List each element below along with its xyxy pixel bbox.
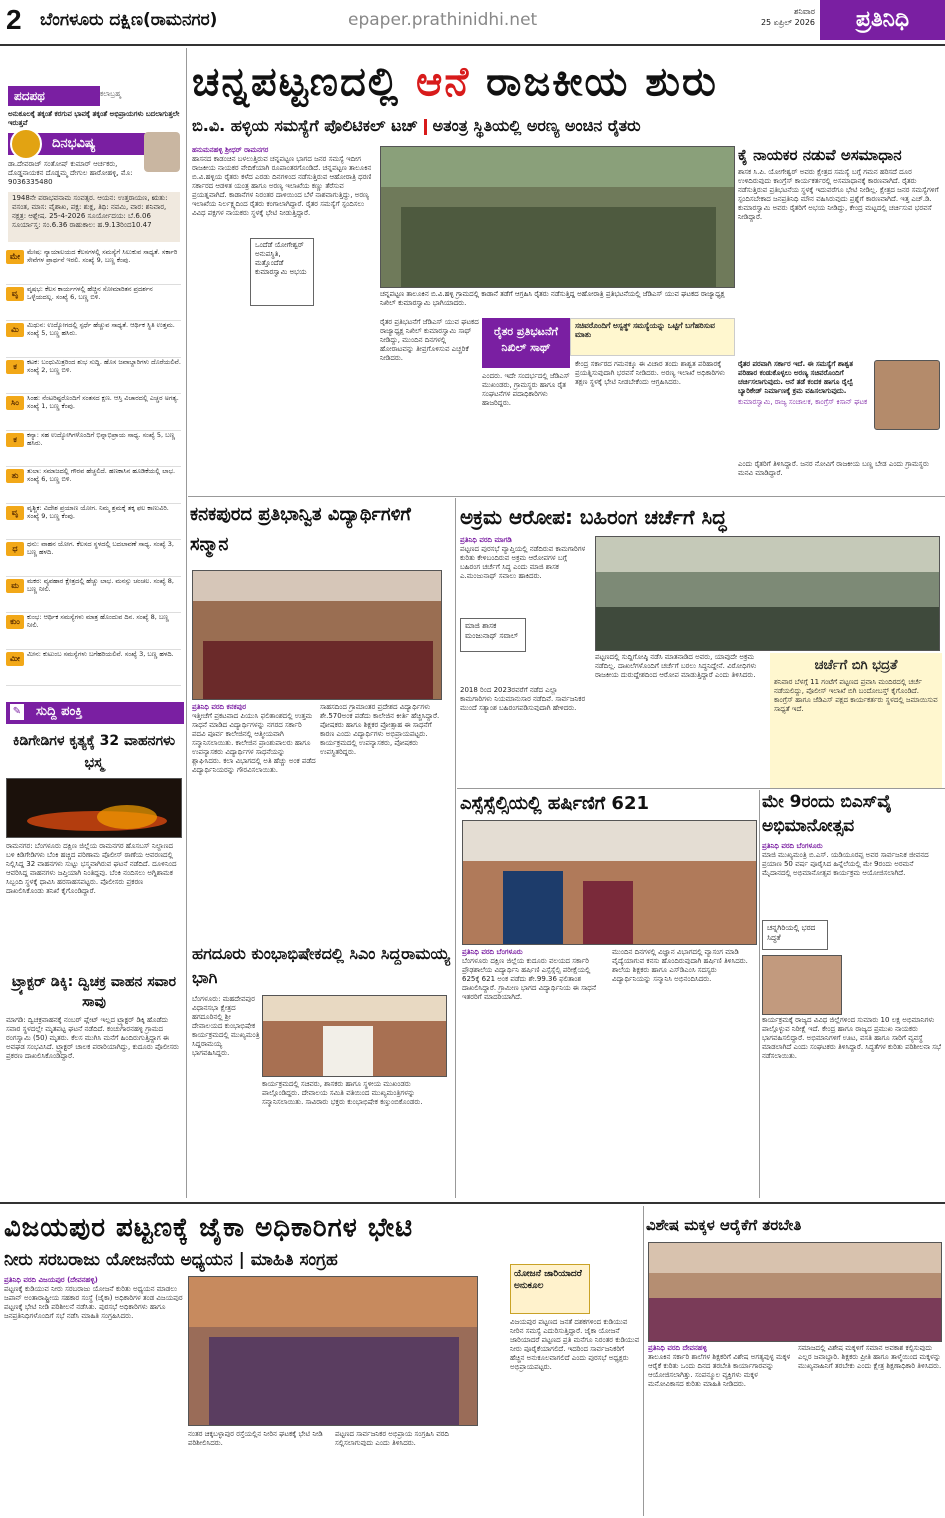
padapatha-author: ಕಲಾಬ್ರಹ್ಮ bbox=[100, 90, 122, 98]
vishesha-photo bbox=[648, 1242, 942, 1342]
raitara-box: ರೈತರ ಪ್ರತಿಭಟನೆಗೆ ನಿಖಿಲ್ ಸಾಥ್ bbox=[482, 318, 570, 368]
page-number: 2 bbox=[6, 4, 22, 35]
rashi-text: ಸಿಂಹ: ನೆಂಟರಿಷ್ಟರೊಂದಿಗೆ ಸಂತಸದ ಕ್ಷಣ. ಆಸ್ತಿ ವಿಚಾರದಲ್ಲಿ ಎಚ್ಚರ ಅಗತ್ಯ. ಸಂಖ್ಯೆ 1, ಬಣ್ಣ ಕೆಂಪು. bbox=[27, 394, 179, 410]
rashi-symbol-icon: ವೃ bbox=[6, 287, 24, 301]
kanakapura-title[interactable]: ಕನಕಪುರದ ಪ್ರತಿಭಾನ್ವಿತ ವಿದ್ಯಾರ್ಥಿಗಳಿಗೆ ಸನ್ಮಾನ bbox=[190, 504, 411, 555]
lead-photo-art bbox=[381, 147, 735, 288]
vijayapura-body-a-text: ಪಟ್ಟಣಕ್ಕೆ ಕುಡಿಯುವ ನೀರು ಸರಬರಾಜು ಯೋಜನೆ ಕುರಿತು ಅಧ್ಯಯನ ಮಾಡಲು ಜಪಾನ್ ಅಂತಾರಾಷ್ಟ್ರೀಯ ಸಹಕಾರ ಸಂಸ್ಥೆ (ಜೈಕಾ) ಅಧಿಕಾರಿಗಳ ತಂಡ ವಿಜಯಪುರ ಪಟ್ಟಣಕ್ಕೆ ಭೇಟಿ ನೀಡಿ ಪರಿಶೀಲನೆ ನಡೆಸಿತು. ಪುರಸಭೆ ಅಧಿಕಾರಿಗಳು ಹಾಗೂ ಜನಪ್ರತಿನಿಧಿಗಳೊಂದಿಗೆ ಸಭೆ ನಡೆಸಿ ಮಾಹಿತಿ ಸಂಗ್ರಹಿಸಿದರು. bbox=[4, 1285, 183, 1320]
vijayapura-body-b: ನಂತರ ಚಿಕ್ಕಬಳ್ಳಾಪುರ ರಸ್ತೆಯಲ್ಲಿನ ನೀರಿನ ಘಟಕಕ್ಕೆ ಭೇಟಿ ನೀಡಿ ಪರಿಶೀಲಿಸಿದರು. bbox=[188, 1430, 323, 1447]
akrama-byline: ಪ್ರತಿನಿಧಿ ವರದಿ ಮಾಗಡಿ bbox=[460, 536, 512, 544]
rashi-text: ಮಿಥುನ: ಉದ್ಯೋಗದಲ್ಲಿ ಸ್ಪರ್ಧೆ ಹೆಚ್ಚುವ ಸಾಧ್ಯತೆ. ಆರ್ಥಿಕ ಸ್ಥಿತಿ ಉತ್ತಮ. ಸಂಖ್ಯೆ 5, ಬಣ್ಣ ಹಸಿರು. bbox=[27, 321, 175, 337]
lead-sub-a: ಬಿ.ವಿ. ಹಳ್ಳಿಯ ಸಮಸ್ಯೆಗೆ ಪೊಲಿಟಿಕಲ್ ಟಚ್ bbox=[192, 116, 418, 135]
rashi-symbol-icon: ತು bbox=[6, 469, 24, 483]
site-url[interactable]: epaper.prathinidhi.net bbox=[348, 10, 538, 30]
section-rule bbox=[457, 788, 945, 789]
column-rule bbox=[759, 790, 760, 1198]
date-box bbox=[700, 6, 815, 28]
rashi-item bbox=[6, 540, 181, 577]
fire-photo bbox=[6, 778, 182, 838]
column-rule bbox=[643, 1206, 644, 1516]
rashi-text: ಮೀನ: ಕುಟುಂಬ ಸಮಸ್ಯೆಗಳು ಬಗೆಹರಿಯಲಿವೆ. ಸಂಖ್ಯೆ 3, ಬಣ್ಣ ಹಳದಿ. bbox=[27, 649, 174, 658]
rashi-item bbox=[6, 613, 181, 650]
fire-photo-art bbox=[7, 779, 182, 838]
rashi-symbol-icon: ಮೀ bbox=[6, 652, 24, 666]
fire-story-body: ರಾಮನಗರ: ಬೆಂಗಳೂರು ದಕ್ಷಿಣ ಜಿಲ್ಲೆಯ ರಾಮನಗರ ಹೊಸಬಸ್ ನಿಲ್ದಾಣದ ಬಳಿ ಕಿಡಿಗೇಡಿಗಳು ಬೆಂಕಿ ಹಚ್ಚಿದ ಪರಿಣಾಮ ಪೊಲೀಸ್ ಠಾಣೆಯ ಆವರಣದಲ್ಲಿ ನಿಲ್ಲಿಸಿದ್ದ 32 ವಾಹನಗಳು ಸುಟ್ಟು ಭಸ್ಮವಾಗಿರುವ ಘಟನೆ ನಡೆದಿದೆ. ದೂಳಿನಿಂದ ಆವರಿಸಿದ್ದ ವಾಹನಗಳು ಜಪ್ತಿಯಾಗಿ ನಿಂತಿದ್ದವು. ಬೆಂಕಿ ನಂದಿಸಲು ಅಗ್ನಿಶಾಮಕ ಸಿಬ್ಬಂದಿ ಸ್ಥಳಕ್ಕೆ ಧಾವಿಸಿ ಹರಸಾಹಸಪಟ್ಟರು. ಪೊಲೀಸರು ಪ್ರಕರಣ ದಾಖಲಿಸಿಕೊಂಡು ತನಿಖೆ ಕೈಗೊಂಡಿದ್ದಾರೆ. bbox=[6, 842, 177, 895]
bsy-body-a-text: ಮಾಜಿ ಮುಖ್ಯಮಂತ್ರಿ ಬಿ.ಎಸ್. ಯಡಿಯೂರಪ್ಪ ಅವರ ಸಾರ್ವಜನಿಕ ಜೀವನದ ಪ್ರಯಾಣ 50 ವರ್ಷ ಪೂರೈಸಿದ ಹಿನ್ನೆಲೆಯಲ್ಲಿ ಮೇ 9ರಂದು ಅರಮನೆ ಮೈದಾನದಲ್ಲಿ ಅಭಿಮಾನೋತ್ಸವ ಕಾರ್ಯಕ್ರಮ ಆಯೋಜಿಸಲಾಗಿದೆ. bbox=[762, 851, 929, 877]
rashi-item bbox=[6, 358, 181, 395]
congress-discontent-body-2: ಎಂದು ರೈತರಿಗೆ ತಿಳಿಸಿದ್ದಾರೆ. ಜನರ ನೋವಿಗೆ ರಾಜಕೀಯ ಬಣ್ಣ ಬೇಡ ಎಂದು ಗ್ರಾಮಸ್ಥರು ಮನವಿ ಮಾಡಿದ್ದಾರೆ. bbox=[738, 460, 929, 477]
masthead-logo: ಪ್ರತಿನಿಧಿ bbox=[820, 0, 945, 40]
rashi-item bbox=[6, 285, 181, 322]
rashi-text: ವೃಶ್ಚಿಕ: ವಿದೇಶ ಪ್ರಯಾಣ ಯೋಗ. ನಿಮ್ಮ ಶ್ರಮಕ್ಕೆ ತಕ್ಕ ಫಲ ಕಾಣುವಿರಿ. ಸಂಖ್ಯೆ 9, ಬಣ್ಣ ಕೆಂಪು. bbox=[27, 503, 169, 520]
dinabhavishya-label: ದಿನಭವಿಷ್ಯ bbox=[8, 133, 178, 155]
lead-headline[interactable] bbox=[192, 52, 942, 112]
column-rule bbox=[455, 498, 456, 1198]
kanakapura-body-b: ಸಾಹಸದಿಂದ ಗ್ರಾಮಾಂತರ ಪ್ರದೇಶದ ವಿದ್ಯಾರ್ಥಿಗಳು ಶೇ.570ಅಂಕ ಪಡೆದು ಕಾಲೇಜಿನ ಕೀರ್ತಿ ಹೆಚ್ಚಿಸಿದ್ದಾರೆ. ಪೋಷಕರು ಹಾಗೂ ಶಿಕ್ಷಕರ ಪ್ರೋತ್ಸಾಹ ಈ ಸಾಧನೆಗೆ ಕಾರಣ ಎಂದು ವಿದ್ಯಾರ್ಥಿಗಳು ಅಭಿಪ್ರಾಯಪಟ್ಟರು. ಕಾರ್ಯಕ್ರಮದಲ್ಲಿ ಉಪನ್ಯಾಸಕರು, ಪೋಷಕರು ಉಪಸ್ಥಿತರಿದ್ದರು. bbox=[320, 703, 440, 756]
sub-divider bbox=[424, 119, 427, 135]
band-divider bbox=[0, 1202, 945, 1204]
kumaraswamy-portrait bbox=[874, 360, 940, 430]
padapatha-label: ಪದಪಥ bbox=[8, 86, 100, 106]
vijayapura-title[interactable]: ವಿಜಯಪುರ ಪಟ್ಟಣಕ್ಕೆ ಜೈಕಾ ಅಧಿಕಾರಿಗಳ ಭೇಟಿ bbox=[4, 1213, 414, 1243]
rashi-symbol-icon: ಕುಂ bbox=[6, 615, 24, 629]
panchanga-info: 1948ನೇ ಪರಾಭವನಾಮ ಸಂವತ್ಸರ. ಆಯನ: ಉತ್ತರಾಯಣ, ಋತು: ವಸಂತ, ಮಾಸ: ವೈಶಾಖ, ಪಕ್ಷ: ಶುಕ್ಲ, ತಿಥಿ: ನವಮಿ, ವಾರ: ಶನಿವಾರ, ನಕ್ಷತ್ರ: ಆಶ್ಲೇಷ. 25-4-2026 ಸೂರ್ಯೋದಯ: ಬೆ.6.06 ಸೂರ್ಯಾಸ್ತ: ಸಂ.6.36 ರಾಹುಕಾಲ: ಹ.9.13ರಿಂದ10.47 bbox=[8, 192, 180, 242]
congress-discontent-body: ಶಾಸಕ ಸಿ.ಪಿ. ಯೋಗೇಶ್ವರ್ ಅವರು ಕ್ಷೇತ್ರದ ಸಮಸ್ಯೆ ಬಗ್ಗೆ ಗಮನ ಹರಿಸದೆ ದೂರ ಉಳಿದಿರುವುದು ಕಾಂಗ್ರೆಸ್ ಕಾರ್ಯಕರ್ತರಲ್ಲಿ ಅಸಮಾಧಾನಕ್ಕೆ ಕಾರಣವಾಗಿದೆ. ರೈತರು ನಡೆಸುತ್ತಿರುವ ಪ್ರತಿಭಟನೆಯ ಸ್ಥಳಕ್ಕೆ ಇದುವರೆಗೂ ಭೇಟಿ ನೀಡಿಲ್ಲ. ಕ್ಷೇತ್ರದ ಜನರ ಸಮಸ್ಯೆಗಳಿಗೆ ಸ್ಪಂದಿಸಬೇಕಾದ ಜನಪ್ರತಿನಿಧಿ ಮೌನ ವಹಿಸಿರುವುದು ಪ್ರಶ್ನೆಗೆ ಕಾರಣವಾಗಿದೆ. ಇತ್ತ ಎಚ್.ಡಿ. ಕುಮಾರಸ್ವಾಮಿ ಅವರು ರೈತರಿಗೆ ಅಭಯ ನೀಡಿದ್ದು, ಕೇಂದ್ರ ಮಟ್ಟದಲ್ಲಿ ಚರ್ಚಿಸುವ ಭರವಸೆ ನೀಡಿದ್ದಾರೆ. bbox=[738, 168, 939, 221]
lead-body-a bbox=[192, 146, 374, 491]
dinabhavishya-author: ಡಾ.ದೇವರಾಜ್ ಸಂತೋಷ್ ಕುಮಾರ್ ಆರ್ಚಕರು, ದೊಡ್ಡನಾಯಕನ ದೊಡ್ಡಮ್ಮ ದೇಗುಲ ಹಾರೋಹಳ್ಳಿ, ಮೊ: 9036335480 bbox=[8, 160, 133, 186]
lead-sub-b: ಅತಂತ್ರ ಸ್ಥಿತಿಯಲ್ಲಿ ಅರಣ್ಯ ಅಂಚಿನ ರೈತರು bbox=[432, 116, 641, 135]
bsy-body-b: ಕಾರ್ಯಕ್ರಮಕ್ಕೆ ರಾಜ್ಯದ ವಿವಿಧ ಜಿಲ್ಲೆಗಳಿಂದ ಸುಮಾರು 10 ಲಕ್ಷ ಅಭಿಮಾನಿಗಳು ಪಾಲ್ಗೊಳ್ಳುವ ನಿರೀಕ್ಷೆ ಇದೆ. ಕೇಂದ್ರ ಹಾಗೂ ರಾಜ್ಯದ ಪ್ರಮುಖ ನಾಯಕರು ಭಾಗವಹಿಸಲಿದ್ದಾರೆ. ಅಭಿಮಾನಿಗಳಿಗೆ ಊಟ, ವಸತಿ ಹಾಗೂ ಸಾರಿಗೆ ವ್ಯವಸ್ಥೆ ಮಾಡಲಾಗಿದೆ ಎಂದು ಸಂಘಟಕರು ತಿಳಿಸಿದ್ದಾರೆ. ಸಿದ್ಧತೆಗಳ ಕುರಿತು ಪರಿಶೀಲನಾ ಸಭೆ ನಡೆಸಲಾಯಿತು. bbox=[762, 1016, 942, 1060]
kanakapura-body-a bbox=[192, 703, 316, 935]
akrama-title[interactable]: ಅಕ್ರಮ ಆರೋಪ: ಬಹಿರಂಗ ಚರ್ಚೆಗೆ ಸಿದ್ಧ bbox=[460, 505, 727, 529]
hagaduru-body-b: ಕಾರ್ಯಕ್ರಮದಲ್ಲಿ ಸಚಿವರು, ಶಾಸಕರು ಹಾಗೂ ಸ್ಥಳೀಯ ಮುಖಂಡರು ಪಾಲ್ಗೊಂಡಿದ್ದರು. ದೇವಾಲಯ ಸಮಿತಿ ವತಿಯಿಂದ ಮುಖ್ಯಮಂತ್ರಿಗಳನ್ನು ಸನ್ಮಾನಿಸಲಾಯಿತು. ಸಾವಿರಾರು ಭಕ್ತರು ಕುಂಭಾಭಿಷೇಕ ಕಣ್ತುಂಬಿಕೊಂಡರು. bbox=[262, 1080, 423, 1106]
sslc-photo-art bbox=[463, 821, 757, 945]
bsy-title[interactable]: ಮೇ 9ರಂದು ಬಿಎಸ್‌ವೈ ಅಭಿಮಾನೋತ್ಸವ bbox=[762, 792, 892, 836]
akrama-body-a-text: ಪಟ್ಟಣದ ಪುರಸಭೆ ವ್ಯಾಪ್ತಿಯಲ್ಲಿ ನಡೆದಿರುವ ಕಾಮಗಾರಿಗಳ ಕುರಿತು ಕೇಳಿಬಂದಿರುವ ಅಕ್ರಮ ಆರೋಪಗಳ ಬಗ್ಗೆ ಬಹಿರಂಗ ಚರ್ಚೆಗೆ ಸಿದ್ಧ ಎಂದು ಮಾಜಿ ಶಾಸಕ ಎ.ಮಂಜುನಾಥ್ ಸವಾಲು ಹಾಕಿದರು. bbox=[460, 545, 586, 580]
security-box-body: ಶನಿವಾರ ಬೆಳಗ್ಗೆ 11 ಗಂಟೆಗೆ ಪಟ್ಟಣದ ಪ್ರವಾಸಿ ಮಂದಿರದಲ್ಲಿ ಚರ್ಚೆ ನಡೆಯಲಿದ್ದು, ಪೊಲೀಸ್ ಇಲಾಖೆ ಬಿಗಿ ಬಂದೋಬಸ್ತ್ ಕೈಗೊಂಡಿದೆ. ಕಾಂಗ್ರೆಸ್ ಹಾಗೂ ಜೆಡಿಎಸ್ ಪಕ್ಷದ ಕಾರ್ಯಕರ್ತರು ಸ್ಥಳದಲ್ಲಿ ಜಮಾಯಿಸುವ ಸಾಧ್ಯತೆ ಇದೆ. bbox=[774, 678, 938, 713]
rashi-symbol-icon: ಧ bbox=[6, 542, 24, 556]
section-rule bbox=[188, 496, 945, 497]
rashi-item bbox=[6, 577, 181, 614]
rashi-list bbox=[6, 248, 181, 686]
padapatha-quote: ಅನುಕೂಲಕ್ಕೆ ತಕ್ಕಂತೆ ಕರಗುವ ಭಾವಕ್ಕೆ ತಕ್ಕಂತೆ ಅಭಿಪ್ರಾಯಗಳು ಬದಲಾಗುತ್ತಲೇ ಇರುತ್ತವೆ bbox=[8, 110, 180, 127]
edition-name: ಬೆಂಗಳೂರು ದಕ್ಷಿಣ(ರಾಮನಗರ) bbox=[40, 10, 218, 30]
rashi-item bbox=[6, 321, 181, 358]
sun-icon bbox=[10, 128, 42, 160]
suddi-pankti-label: ಸುದ್ದಿ ಪಂಕ್ತಿ bbox=[6, 702, 184, 724]
hagaduru-title[interactable]: ಹಗದೂರು ಕುಂಭಾಭಿಷೇಕದಲ್ಲಿ ಸಿಎಂ ಸಿದ್ದರಾಮಯ್ಯ ಭಾಗಿ bbox=[192, 944, 450, 987]
lead-subheadline bbox=[192, 116, 942, 142]
lead-headline-red: ಆನೆ bbox=[415, 59, 471, 105]
sslc-byline: ಪ್ರತಿನಿಧಿ ವರದಿ ಬೆಂಗಳೂರು bbox=[462, 948, 523, 956]
rashi-symbol-icon: ಸಿಂ bbox=[6, 396, 24, 410]
hagaduru-photo-art bbox=[263, 996, 447, 1077]
akrama-photo-art bbox=[596, 537, 940, 651]
rashi-symbol-icon: ಮ bbox=[6, 579, 24, 593]
rashi-text: ಮೇಷ: ನ್ಯಾಯಾಲಯದ ಕೆಲಸಗಳಲ್ಲಿ ಸಮಸ್ಯೆಗೆ ಸಿಲುಕುವ ಸಾಧ್ಯತೆ. ಸರ್ಕಾರಿ ಸೇವೆಗಳ ಪ್ರಾರ್ಥನೆ ಇರಲಿ. ಸಂಖ್ಯೆ 9, ಬಣ್ಣ ಕೆಂಪು. bbox=[27, 248, 178, 264]
column-rule bbox=[186, 48, 187, 1198]
kanakapura-byline: ಪ್ರತಿನಿಧಿ ವರದಿ ಕನಕಪುರ bbox=[192, 703, 247, 711]
lead-headline-part-b: ರಾಜಕೀಯ ಶುರು bbox=[470, 59, 718, 105]
vijayapura-photo bbox=[188, 1276, 478, 1426]
news-icon: ✎ bbox=[10, 704, 24, 720]
kumaraswamy-quote bbox=[738, 360, 872, 460]
day-label: ಶನಿವಾರ bbox=[793, 7, 815, 16]
rashi-item bbox=[6, 650, 181, 687]
rashi-item bbox=[6, 467, 181, 504]
security-box bbox=[770, 653, 942, 789]
security-box-title: ಚರ್ಚೆಗೆ ಬಿಗಿ ಭದ್ರತೆ bbox=[814, 658, 898, 673]
vijayapura-body-d: ವಿಜಯಪುರ ಪಟ್ಟಣದ ಜನತೆ ದಶಕಗಳಿಂದ ಕುಡಿಯುವ ನೀರಿನ ಸಮಸ್ಯೆ ಎದುರಿಸುತ್ತಿದ್ದಾರೆ. ಜೈಕಾ ಯೋಜನೆ ಜಾರಿಯಾದರೆ ಪಟ್ಟಣದ ಪ್ರತಿ ಮನೆಗೂ ನಿರಂತರ ಕುಡಿಯುವ ನೀರು ಪೂರೈಕೆಯಾಗಲಿದೆ. ಇದರಿಂದ ಸಾರ್ವಜನಿಕರಿಗೆ ಹೆಚ್ಚಿನ ಅನುಕೂಲವಾಗಲಿದೆ ಎಂದು ಪುರಸಭೆ ಅಧ್ಯಕ್ಷರು ಅಭಿಪ್ರಾಯಪಟ್ಟರು. bbox=[510, 1318, 640, 1371]
hagaduru-body-a: ಬೆಂಗಳೂರು: ಮಹದೇವಪುರ ವಿಧಾನಸಭಾ ಕ್ಷೇತ್ರದ ಹಗದೂರಿನಲ್ಲಿ ಶ್ರೀ ದೇವಾಲಯದ ಕುಂಭಾಭಿಷೇಕ ಕಾರ್ಯಕ್ರಮದಲ್ಲಿ ಮುಖ್ಯಮಂತ್ರಿ ಸಿದ್ದರಾಮಯ್ಯ ಭಾಗವಹಿಸಿದ್ದರು. bbox=[192, 995, 260, 1057]
ashvatha-box: ಸಚಿವರೊಂದಿಗೆ ಅಸ್ವತ್ಥ್ ಸಮಸ್ಯೆಯನ್ನು ಒಟ್ಟಿಗೆ ಬಗೆಹರಿಸುವ ಮಾತು bbox=[570, 318, 735, 356]
akrama-photo bbox=[595, 536, 940, 651]
lead-body-c: ಕೇಂದ್ರ ಸರ್ಕಾರದ ಗಮನಕ್ಕೂ ಈ ವಿಚಾರ ತಂದು ಶಾಶ್ವತ ಪರಿಹಾರಕ್ಕೆ ಪ್ರಯತ್ನಿಸುವುದಾಗಿ ಭರವಸೆ ನೀಡಿದರು. ಅರಣ್ಯ ಇಲಾಖೆ ಅಧಿಕಾರಿಗಳು ತಕ್ಷಣ ಸ್ಥಳಕ್ಕೆ ಭೇಟಿ ನೀಡಬೇಕೆಂದು ಆಗ್ರಹಿಸಿದರು. bbox=[575, 360, 725, 386]
rashi-symbol-icon: ಕ bbox=[6, 433, 24, 447]
header-divider bbox=[0, 44, 945, 46]
kanakapura-photo bbox=[192, 570, 442, 700]
manjunath-box: ಮಾಜಿ ಶಾಸಕ ಮಂಜುನಾಥ್ ಸವಾಲ್ bbox=[460, 618, 526, 652]
rashi-text: ಕಟಕ: ಬಂಧುಮಿತ್ರರಿಂದ ಶುಭ ಸುದ್ದಿ. ಹೊಸ ಜವಾಬ್ದಾರಿಗಳು ದೊರೆಯಲಿವೆ. ಸಂಖ್ಯೆ 2, ಬಣ್ಣ ಬಿಳಿ. bbox=[27, 357, 181, 374]
akrama-body-b: ಪಟ್ಟಣದಲ್ಲಿ ಸುದ್ದಿಗೋಷ್ಠಿ ನಡೆಸಿ ಮಾತನಾಡಿದ ಅವರು, ಯಾವುದೇ ಅಕ್ರಮ ನಡೆದಿಲ್ಲ. ದಾಖಲೆಗಳೊಂದಿಗೆ ಚರ್ಚೆಗೆ ಬರಲು ಸಿದ್ಧನಿದ್ದೇನೆ. ವಿರೋಧಿಗಳು ರಾಜಕೀಯ ದುರುದ್ದೇಶದಿಂದ ಆರೋಪ ಮಾಡುತ್ತಿದ್ದಾರೆ ಎಂದು ತಿಳಿಸಿದರು. bbox=[595, 653, 757, 679]
quote-text: ರೈತರ ಪರವಾಗಿ ಸರ್ಕಾರ ಇದೆ. ಈ ಸಮಸ್ಯೆಗೆ ಶಾಶ್ವತ ಪರಿಹಾರ ಕಂಡುಕೊಳ್ಳಲು ಅರಣ್ಯ ಸಚಿವರೊಂದಿಗೆ ಚರ್ಚಿಸಲಾಗುವುದು. ಆನೆ ತಡೆ ಕಂದಕ ಹಾಗೂ ರೈಲ್ವೆ ಬ್ಯಾರಿಕೇಡ್ ನಿರ್ಮಾಣಕ್ಕೆ ಕ್ರಮ ವಹಿಸಲಾಗುವುದು. bbox=[738, 360, 854, 395]
astrologer-avatar bbox=[144, 132, 180, 172]
rashi-item bbox=[6, 504, 181, 541]
sslc-body-a-text: ಬೆಂಗಳೂರು ದಕ್ಷಿಣ ಜಿಲ್ಲೆಯ ಕುದೂರು ವಲಯದ ಸರ್ಕಾರಿ ಪ್ರೌಢಶಾಲೆಯ ವಿದ್ಯಾರ್ಥಿನಿ ಹರ್ಷಿಣಿ ಎಸ್ಸೆಸ್ಸೆಲ್ಸಿ ಪರೀಕ್ಷೆಯಲ್ಲಿ 625ಕ್ಕೆ 621 ಅಂಕ ಪಡೆದು ಶೇ.99.36 ಫಲಿತಾಂಶ ದಾಖಲಿಸಿದ್ದಾರೆ. ಗ್ರಾಮೀಣ ಭಾಗದ ವಿದ್ಯಾರ್ಥಿನಿಯ ಈ ಸಾಧನೆ ಇತರರಿಗೆ ಮಾದರಿಯಾಗಿದೆ. bbox=[462, 957, 596, 1001]
rashi-item bbox=[6, 431, 181, 468]
sslc-body-b: ಮುಂದಿನ ದಿನಗಳಲ್ಲಿ ವಿಜ್ಞಾನ ವಿಭಾಗದಲ್ಲಿ ವ್ಯಾಸಂಗ ಮಾಡಿ ವೈದ್ಯೆಯಾಗುವ ಕನಸು ಹೊಂದಿರುವುದಾಗಿ ಹರ್ಷಿಣಿ ತಿಳಿಸಿದರು. ಶಾಲೆಯ ಶಿಕ್ಷಕರು ಹಾಗೂ ಎಸ್‌ಡಿಎಂಸಿ ಸದಸ್ಯರು ವಿದ್ಯಾರ್ಥಿನಿಯನ್ನು ಸನ್ಮಾನಿಸಿ ಅಭಿನಂದಿಸಿದರು. bbox=[612, 948, 748, 983]
akrama-body-a bbox=[460, 536, 588, 686]
kanakapura-photo-art bbox=[193, 571, 442, 700]
lead-body-d: ಎಂದರು. ಇದೇ ಸಂದರ್ಭದಲ್ಲಿ ಜೆಡಿಎಸ್ ಮುಖಂಡರು, ಗ್ರಾಮಸ್ಥರು ಹಾಗೂ ರೈತ ಸಂಘಟನೆಗಳ ಪದಾಧಿಕಾರಿಗಳು ಹಾಜರಿದ್ದರು. bbox=[482, 372, 570, 407]
lead-body-a-text: ಹಾಸನದ ಕಾಡಂಚಿನ ಬಳಲುತ್ತಿರುವ ಚನ್ನಪಟ್ಟಣ ಭಾಗದ ಜನರ ಸಮಸ್ಯೆ ಇದೀಗ ರಾಜಕೀಯ ನಾಯಕರ ವೇದಿಕೆಯಾಗಿ ರೂಪಾಂತರಗೊಂಡಿದೆ. ಚನ್ನಪಟ್ಟಣ ತಾಲೂಕಿನ ಬಿ.ವಿ.ಹಳ್ಳಿಯ ರೈತರು ಕಳೆದ ಎರಡು ದಿನಗಳಿಂದ ನಡೆಸುತ್ತಿರುವ ಆಹೋರಾತ್ರಿ ಧರಣಿ ಸರ್ಕಾರದ ಆಡಳಿತ ಯಂತ್ರ ಹಾಗೂ ಅರಣ್ಯ ಇಲಾಖೆಯ ಕಣ್ಣು ತೆರೆಸುವ ಪ್ರಯತ್ನವಾಗಿದೆ. ಕಾಡಾನೆಗಳ ನಿರಂತರ ದಾಳಿಯಿಂದ ಬೆಳೆ ನಾಶವಾಗುತ್ತಿದ್ದು, ಅರಣ್ಯ ಇಲಾಖೆಯ ನಿರ್ಲಕ್ಷ್ಯದಿಂದ ರೈತರು ಕಂಗಾಲಾಗಿದ್ದಾರೆ. ರೈತರ ಸಮಸ್ಯೆಗೆ ಸ್ಪಂದಿಸಲು ವಿವಿಧ ಪಕ್ಷಗಳ ನಾಯಕರು ಸ್ಥಳಕ್ಕೆ ಭೇಟಿ ನೀಡುತ್ತಿದ್ದಾರೆ. bbox=[192, 155, 372, 217]
lead-photo-caption: ಚನ್ನಪಟ್ಟಣ ತಾಲೂಕಿನ ಬಿ.ವಿ.ಹಳ್ಳಿ ಗ್ರಾಮದಲ್ಲಿ ಕಾಡಾನೆ ತಡೆಗೆ ಆಗ್ರಹಿಸಿ ರೈತರು ನಡೆಸುತ್ತಿದ್ದ ಅಹೋರಾತ್ರಿ ಪ್ರತಿಭಟನೆಯಲ್ಲಿ ಜೆಡಿಎಸ್ ಯುವ ಘಟಕದ ರಾಜ್ಯಾಧ್ಯಕ್ಷ ನಿಖಿಲ್ ಕುಮಾರಸ್ವಾಮಿ ಭಾಗಿಯಾದರು. bbox=[380, 290, 725, 307]
vishesha-title[interactable]: ವಿಶೇಷ ಮಕ್ಕಳ ಆರೈಕೆಗೆ ತರಬೇತಿ bbox=[646, 1216, 802, 1234]
quote-by: ಕುಮಾರಸ್ವಾಮಿ, ರಾಜ್ಯ ಸಂಚಾಲಕ, ಕಾಂಗ್ರೆಸ್ ಕಿಸಾನ್ ಘಟಕ bbox=[738, 398, 868, 406]
vijayapura-photo-art bbox=[189, 1277, 478, 1426]
tractor-story-body: ಮಾಗಡಿ: ದ್ವಿಚಕ್ರವಾಹನಕ್ಕೆ ನಂಬರ್ ಪ್ಲೇಟ್ ಇಲ್ಲದ ಟ್ರ್ಯಾಕ್ಟರ್ ಡಿಕ್ಕಿ ಹೊಡೆದು ಸವಾರ ಸ್ಥಳದಲ್ಲೇ ಮೃತಪಟ್ಟ ಘಟನೆ ನಡೆದಿದೆ. ಕಂಚುಗಾರನಹಳ್ಳಿ ಗ್ರಾಮದ ರಂಗಸ್ವಾಮಿ (50) ಮೃತರು. ಕೆಲಸ ಮುಗಿಸಿ ಮನೆಗೆ ಹಿಂದಿರುಗುತ್ತಿದ್ದಾಗ ಈ ಅವಘಡ ಸಂಭವಿಸಿದೆ. ಟ್ರ್ಯಾಕ್ಟರ್ ಚಾಲಕ ಪರಾರಿಯಾಗಿದ್ದು, ಕುದೂರು ಪೊಲೀಸರು ಪ್ರಕರಣ ದಾಖಲಿಸಿಕೊಂಡಿದ್ದಾರೆ. bbox=[6, 1016, 179, 1060]
vijayapura-body-a bbox=[4, 1276, 184, 1512]
vijayapura-subtitle: ನೀರು ಸರಬರಾಜು ಯೋಜನೆಯ ಅಧ್ಯಯನ | ಮಾಹಿತಿ ಸಂಗ್ರಹ bbox=[4, 1250, 338, 1270]
vishesha-photo-art bbox=[649, 1243, 942, 1342]
rashi-symbol-icon: ಕ bbox=[6, 360, 24, 374]
rashi-text: ಮಕರ: ವ್ಯವಹಾರ ಕ್ಷೇತ್ರದಲ್ಲಿ ಹೆಚ್ಚು ಲಾಭ. ಮನಸ್ಸು ಚಂಚಲ. ಸಂಖ್ಯೆ 8, ಬಣ್ಣ ನೀಲಿ. bbox=[27, 576, 174, 593]
sslc-title[interactable]: ಎಸ್ಸೆಸ್ಸೆಲ್ಸಿಯಲ್ಲಿ ಹರ್ಷಿಣಿಗೆ 621 bbox=[460, 793, 649, 814]
bsy-portrait bbox=[762, 955, 842, 1015]
rashi-symbol-icon: ವೃ bbox=[6, 506, 24, 520]
bsy-byline: ಪ್ರತಿನಿಧಿ ವರದಿ ಬೆಂಗಳೂರು bbox=[762, 842, 823, 850]
lead-photo bbox=[380, 146, 735, 288]
lead-headline-part-a: ಚನ್ನಪಟ್ಟಣದಲ್ಲಿ bbox=[192, 59, 416, 105]
rashi-item bbox=[6, 248, 181, 285]
date-label: 25 ಏಪ್ರಿಲ್ 2026 bbox=[760, 18, 815, 27]
rashi-text: ತುಲಾ: ಸಮಾಜದಲ್ಲಿ ಗೌರವ ಹೆಚ್ಚಲಿದೆ. ಹಣಕಾಸಿನ ಹೂಡಿಕೆಯಲ್ಲಿ ಲಾಭ. ಸಂಖ್ಯೆ 6, ಬಣ್ಣ ಬಿಳಿ. bbox=[27, 467, 176, 483]
lead-byline: ಹನುಮನಹಳ್ಳಿ ಶ್ರೀಧರ್ ರಾಮನಗರ bbox=[192, 146, 269, 154]
rashi-item bbox=[6, 394, 181, 431]
vishesha-body-a bbox=[648, 1344, 793, 1512]
rashi-text: ಕುಂಭ: ಆರ್ಥಿಕ ಸಮಸ್ಯೆಗಳು ಮಾತ್ರ ಹೊಂದುವ ದಿನ. ಸಂಖ್ಯೆ 8, ಬಣ್ಣ ನೀಲಿ. bbox=[27, 613, 169, 629]
tractor-story-title[interactable]: ಟ್ರ್ಯಾಕ್ಟರ್ ಡಿಕ್ಕಿ: ದ್ವಿಚಕ್ರ ವಾಹನ ಸವಾರ ಸಾವು bbox=[12, 974, 176, 1010]
vishesha-byline: ಪ್ರತಿನಿಧಿ ವರದಿ ದೇವನಹಳ್ಳಿ bbox=[648, 1344, 707, 1352]
hagaduru-photo bbox=[262, 995, 447, 1077]
sslc-photo bbox=[462, 820, 757, 945]
lead-body-b: ರೈತರ ಪ್ರತಿಭಟನೆಗೆ ಜೆಡಿಎಸ್ ಯುವ ಘಟಕದ ರಾಜ್ಯಾಧ್ಯಕ್ಷ ನಿಖಿಲ್ ಕುಮಾರಸ್ವಾಮಿ ಸಾಥ್ ನೀಡಿದ್ದು, ಮುಂದಿನ ದಿನಗಳಲ್ಲಿ ಹೋರಾಟವನ್ನು ತೀವ್ರಗೊಳಿಸುವ ಎಚ್ಚರಿಕೆ ನೀಡಿದರು. bbox=[380, 318, 479, 362]
vishesha-body-a-text: ತಾಲೂಕಿನ ಸರ್ಕಾರಿ ಶಾಲೆಗಳ ಶಿಕ್ಷಕರಿಗೆ ವಿಶೇಷ ಅಗತ್ಯವುಳ್ಳ ಮಕ್ಕಳ ಆರೈಕೆ ಕುರಿತು ಒಂದು ದಿನದ ತರಬೇತಿ ಕಾರ್ಯಾಗಾರವನ್ನು ಆಯೋಜಿಸಲಾಗಿತ್ತು. ಸಂಪನ್ಮೂಲ ವ್ಯಕ್ತಿಗಳು ಮಕ್ಕಳ ಮನೋವಿಕಾಸದ ಕುರಿತು ಮಾಹಿತಿ ನೀಡಿದರು. bbox=[648, 1353, 791, 1388]
yojane-box: ಯೋಜನೆ ಜಾರಿಯಾದರೆ ಅನುಕೂಲ bbox=[510, 1264, 590, 1314]
rashi-symbol-icon: ಮೇ bbox=[6, 250, 24, 264]
akrama-body-c: 2018 ರಿಂದ 2023ರವರೆಗೆ ನಡೆದ ಎಲ್ಲಾ ಕಾಮಗಾರಿಗಳು ನಿಯಮಾನುಸಾರ ನಡೆದಿವೆ. ಸಾರ್ವಜನಿಕರ ಮುಂದೆ ಸತ್ಯಾಂಶ ಬಹಿರಂಗಪಡಿಸುವುದಾಗಿ ಹೇಳಿದರು. bbox=[460, 686, 586, 712]
rashi-text: ಧನು: ವಾಹನ ಯೋಗ. ಕೆಲಸದ ಸ್ಥಳದಲ್ಲಿ ಬದಲಾವಣೆ ಸಾಧ್ಯ. ಸಂಖ್ಯೆ 3, ಬಣ್ಣ ಹಳದಿ. bbox=[27, 540, 174, 556]
vishesha-body-b: ಸಮಾಜದಲ್ಲಿ ವಿಶೇಷ ಮಕ್ಕಳಿಗೆ ಸಮಾನ ಅವಕಾಶ ಕಲ್ಪಿಸುವುದು ಎಲ್ಲರ ಜವಾಬ್ದಾರಿ. ಶಿಕ್ಷಕರು ಪ್ರೀತಿ ಹಾಗೂ ತಾಳ್ಮೆಯಿಂದ ಮಕ್ಕಳನ್ನು ಮುಖ್ಯವಾಹಿನಿಗೆ ತರಬೇಕು ಎಂದು ಕ್ಷೇತ್ರ ಶಿಕ್ಷಣಾಧಿಕಾರಿ ತಿಳಿಸಿದರು. bbox=[798, 1344, 942, 1370]
rashi-text: ವೃಷಭ: ಕೆಲಸ ಕಾರ್ಯಗಳಲ್ಲಿ ಹೆಚ್ಚಿನ ಸೋಮಾರಿತನ ಪ್ರದರ್ಶನ ಒಳ್ಳೆಯದಲ್ಲ. ಸಂಖ್ಯೆ 6, ಬಣ್ಣ ಬಿಳಿ. bbox=[27, 284, 153, 301]
congress-discontent-title[interactable]: ಕೈ ನಾಯಕರ ನಡುವೆ ಅಸಮಾಧಾನ bbox=[738, 146, 902, 164]
vijayapura-byline: ಪ್ರತಿನಿಧಿ ವರದಿ ವಿಜಯಪುರ (ದೇವನಹಳ್ಳಿ) bbox=[4, 1276, 98, 1284]
rashi-text: ಕನ್ಯಾ: ಸಹ ಉದ್ಯೋಗಿಗಳೊಂದಿಗೆ ಭಿನ್ನಾಭಿಪ್ರಾಯ ಸಾಧ್ಯ. ಸಂಖ್ಯೆ 5, ಬಣ್ಣ ಹಸಿರು. bbox=[27, 430, 176, 447]
yogeshwar-box: ಒಂದೆಡೆ ಯೋಗೇಶ್ವರ್ ಅನುಪಸ್ಥಿತಿ, ಮತ್ತೊಂದೆಡೆ ಕುಮಾರಸ್ವಾಮಿ ಅಭಯ bbox=[250, 238, 314, 306]
fire-story-title[interactable]: ಕಿಡಿಗೇಡಿಗಳ ಕೃತ್ಯಕ್ಕೆ 32 ವಾಹನಗಳು ಭಸ್ಮ bbox=[12, 733, 176, 771]
rashi-symbol-icon: ಮಿ bbox=[6, 323, 24, 337]
vijayapura-body-c: ಪಟ್ಟಣದ ಸಾರ್ವಜನಿಕರ ಅಭಿಪ್ರಾಯ ಸಂಗ್ರಹಿಸಿ ವರದಿ ಸಲ್ಲಿಸಲಾಗುವುದು ಎಂದು ತಿಳಿಸಿದರು. bbox=[335, 1430, 449, 1447]
kanakapura-body-a-text: ಇತ್ತೀಚೆಗೆ ಪ್ರಕಟವಾದ ಪಿಯುಸಿ ಫಲಿತಾಂಶದಲ್ಲಿ ಉತ್ತಮ ಸಾಧನೆ ಮಾಡಿದ ವಿದ್ಯಾರ್ಥಿಗಳನ್ನು ನಗರದ ಸರ್ಕಾರಿ ಪದವಿ ಪೂರ್ವ ಕಾಲೇಜಿನಲ್ಲಿ ಆತ್ಮೀಯವಾಗಿ ಸನ್ಮಾನಿಸಲಾಯಿತು. ಕಾಲೇಜಿನ ಪ್ರಾಂಶುಪಾಲರು ಹಾಗೂ ಉಪನ್ಯಾಸಕರು ವಿದ್ಯಾರ್ಥಿಗಳ ಸಾಧನೆಯನ್ನು ಶ್ಲಾಘಿಸಿದರು. ಕಲಾ ವಿಭಾಗದಲ್ಲಿ ಅತಿ ಹೆಚ್ಚು ಅಂಕ ಪಡೆದ ವಿದ್ಯಾರ್ಥಿನಿಯರನ್ನು ಗೌರವಿಸಲಾಯಿತು. bbox=[192, 712, 316, 774]
sslc-body-a bbox=[462, 948, 607, 1193]
bsy-tag-box: ಚನ್ನಗಿರಿಯಲ್ಲಿ ಭರದ ಸಿದ್ಧತೆ bbox=[762, 920, 828, 950]
